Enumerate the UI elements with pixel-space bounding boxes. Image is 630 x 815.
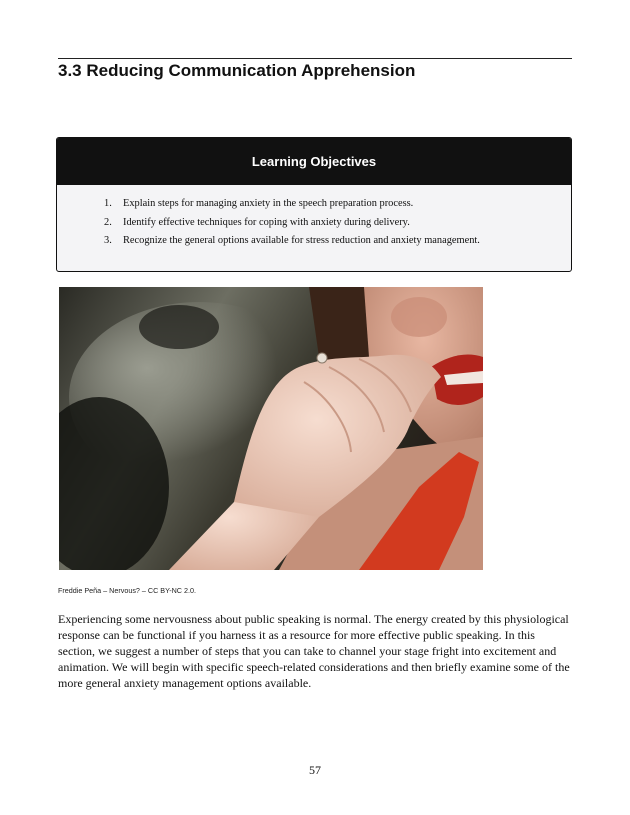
learning-objectives-heading: Learning Objectives bbox=[57, 138, 571, 185]
objective-item: Identify effective techniques for coping with anxiety during delivery. bbox=[123, 216, 410, 228]
nervous-woman-photo bbox=[59, 287, 483, 570]
objective-item: Explain steps for managing anxiety in the speech preparation process. bbox=[123, 198, 414, 209]
body-paragraph: Experiencing some nervousness about public speaking is normal. The energy created by this physiological response can be functional if you harness it as a resource for more effective public speaking. In this section, we suggest a number of steps that you can take to channel your stage fright into excitement and animation. We will begin with specific speech-related considerations and then briefly examine some of the more general anxiety management options available. bbox=[58, 612, 570, 690]
learning-objectives-box bbox=[56, 137, 572, 272]
page-number: 57 bbox=[309, 763, 321, 777]
objective-item: Recognize the general options available for stress reduction and anxiety management. bbox=[123, 235, 480, 246]
section-rule bbox=[58, 58, 572, 59]
section-title: 3.3 Reducing Communication Apprehension bbox=[58, 61, 416, 80]
learning-objectives-list bbox=[57, 195, 571, 251]
figure-caption: Freddie Peña – Nervous? – CC BY-NC 2.0. bbox=[58, 586, 196, 595]
